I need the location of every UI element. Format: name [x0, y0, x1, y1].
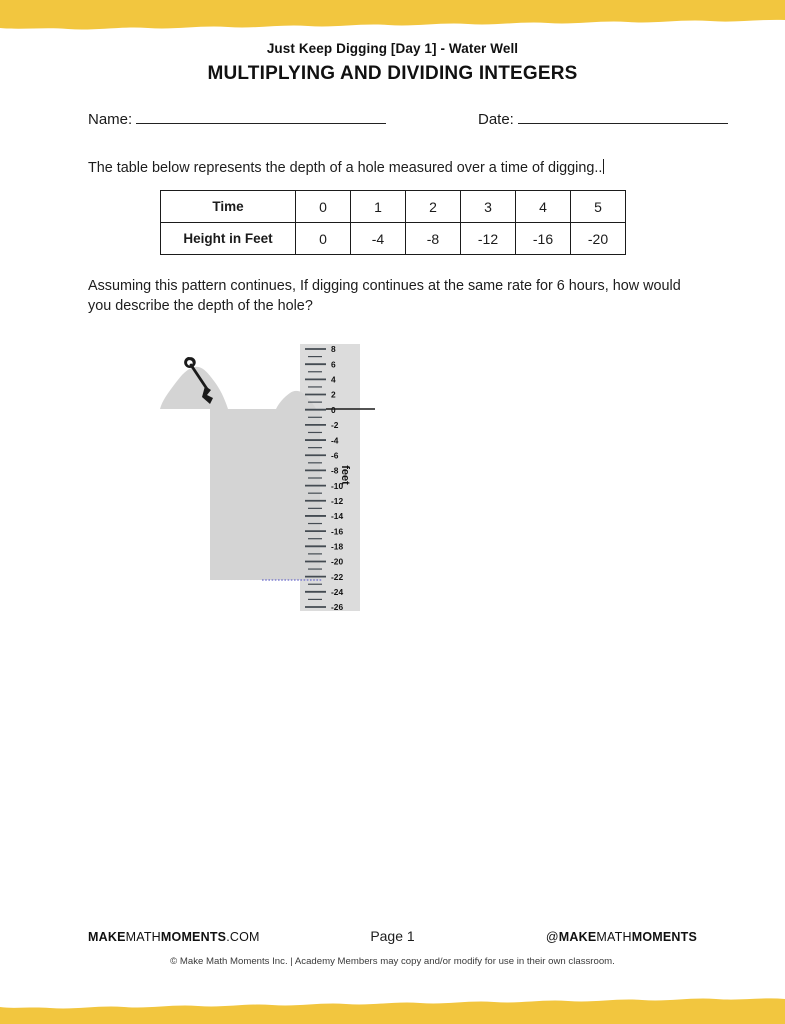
svg-text:-14: -14 — [331, 511, 344, 522]
svg-text:4: 4 — [331, 374, 336, 385]
brand-tld: .COM — [226, 930, 260, 944]
name-label: Name: — [88, 111, 133, 128]
page-number: Page 1 — [370, 928, 415, 944]
depth-data-table — [160, 190, 626, 255]
table-body — [161, 191, 626, 255]
cell-height-3: -12 — [461, 223, 516, 255]
svg-text:-4: -4 — [331, 435, 339, 446]
svg-text:-18: -18 — [331, 541, 344, 552]
intro-paragraph — [88, 158, 708, 178]
hole-shape — [210, 409, 320, 580]
date-field[interactable] — [478, 110, 728, 128]
svg-text:-8: -8 — [331, 465, 339, 476]
brand-math: MATH — [125, 930, 161, 944]
svg-text:-26: -26 — [331, 602, 344, 613]
cell-height-0: 0 — [296, 223, 351, 255]
page-title: MULTIPLYING AND DIVIDING INTEGERS — [207, 63, 578, 84]
table-row — [161, 223, 626, 255]
handle-at: @ — [545, 930, 559, 944]
name-input-line[interactable] — [136, 110, 386, 124]
name-date-row — [88, 110, 698, 134]
brand-moments: MOMENTS — [160, 930, 227, 944]
cell-time-1: 1 — [351, 191, 406, 223]
svg-text:2: 2 — [331, 389, 336, 400]
svg-text:-10: -10 — [331, 480, 344, 491]
cell-time-4: 4 — [516, 191, 571, 223]
cell-time-3: 3 — [461, 191, 516, 223]
date-input-line[interactable] — [518, 110, 728, 124]
svg-text:8: 8 — [331, 344, 336, 355]
intro-text: The table below represents the depth of a hole measured over a time of digging.. — [88, 160, 603, 176]
text-caret — [603, 159, 604, 174]
footer-social-handle[interactable] — [546, 930, 697, 944]
date-label: Date: — [478, 111, 514, 128]
question-paragraph: Assuming this pattern continues, If digging continues at the same rate for 6 hours, how would you describe the depth of the hole? — [88, 278, 681, 314]
brand-make: MAKE — [88, 930, 126, 944]
page-footer — [0, 930, 785, 990]
svg-text:-20: -20 — [331, 556, 344, 567]
svg-text:-2: -2 — [331, 420, 339, 431]
handle-make: MAKE — [558, 930, 597, 944]
cell-height-2: -8 — [406, 223, 461, 255]
cell-height-4: -16 — [516, 223, 571, 255]
cell-time-0: 0 — [296, 191, 351, 223]
cell-height-1: -4 — [351, 223, 406, 255]
handle-moments: MOMENTS — [631, 930, 697, 944]
row-header-height: Height in Feet — [161, 223, 296, 255]
svg-text:-6: -6 — [331, 450, 339, 461]
cell-time-5: 5 — [571, 191, 626, 223]
table-row — [161, 191, 626, 223]
svg-text:-16: -16 — [331, 526, 344, 537]
handle-math: MATH — [596, 930, 632, 944]
water-well-illustration — [150, 335, 390, 620]
dirt-mound-left — [160, 367, 228, 409]
copyright-notice: © Make Math Moments Inc. | Academy Members may copy and/or modify for use in their own classroom. — [170, 956, 615, 967]
svg-text:-22: -22 — [331, 571, 344, 582]
svg-text:0: 0 — [331, 404, 336, 415]
lesson-subtitle: Just Keep Digging [Day 1] - Water Well — [266, 41, 519, 56]
top-brush-stroke-decoration — [0, 0, 785, 30]
worksheet-header — [0, 40, 785, 86]
axis-label-feet: feet — [339, 465, 351, 485]
cell-height-5: -20 — [571, 223, 626, 255]
cell-time-2: 2 — [406, 191, 461, 223]
row-header-time: Time — [161, 191, 296, 223]
svg-text:-24: -24 — [331, 587, 344, 598]
svg-text:-12: -12 — [331, 495, 344, 506]
bottom-brush-stroke-decoration — [0, 990, 785, 1024]
svg-text:6: 6 — [331, 359, 336, 370]
name-field[interactable] — [88, 110, 386, 128]
